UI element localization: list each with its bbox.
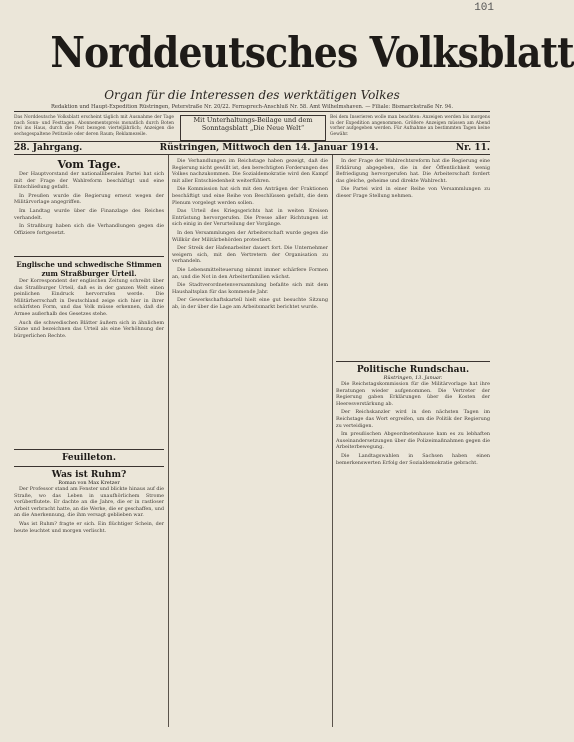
separator xyxy=(14,449,164,450)
column-2 xyxy=(172,158,328,728)
ruhm-text: Der Professor stand am Fenster und blickte hinaus auf die Straße, wo das Leben in unaufhörlichem Strome vorüberflutete. Er dachte an die Jahre, die er in rastloser Arbeit verbracht hatte, an die Werke, die er geschaffen, und an die Anerkennung, die ihm versagt geblieben war. Was ist Ruhm? fragte er sich. Ein flüchtiger Schein, der heute leuchtet und morgen verlischt. xyxy=(14,486,164,534)
politische-dateline: Rüstringen, 13. Januar. xyxy=(383,375,443,381)
newspaper-subtitle: Organ für die Interessen des werktätigen Volkes xyxy=(104,88,400,102)
feuilleton-heading: Feuilleton. xyxy=(62,453,116,463)
politische-heading: Politische Rundschau. xyxy=(356,365,470,375)
separator xyxy=(14,466,164,467)
supplement-box: Mit Unterhaltungs-Beilage und dem Sonntagsblatt „Die Neue Welt“ xyxy=(180,115,326,141)
publisher-line: Redaktion und Haupt-Expedition Rüstringen, Peterstraße Nr. 20/22. Fernsprech-Anschluß Nr. 58. Amt Wilhelmshaven. — Filiale: Bismarckstraße Nr. 94. xyxy=(50,104,454,110)
dateline-rule-bottom xyxy=(14,154,490,155)
subscription-info: Das Norddeutsche Volksblatt erscheint täglich mit Ausnahme der Tage nach Sonn- und Festtagen. Abonnementspreis monatlich durch Boten frei ins Haus, durch die Post bezogen vierteljährlich; Anzeigen die sechsgespaltene Petitzeile oder deren Raum; Reklamezeile. xyxy=(14,115,174,137)
vom-tage-heading: Vom Tage. xyxy=(57,158,121,171)
dateline-rule-top xyxy=(14,141,490,142)
vom-tage-text: Der Hauptvorstand der nationalliberalen Partei hat sich mit der Frage der Wahlreform beschäftigt und eine Entschließung gefaßt. In Preußen wurde die Regierung erneut wegen der Militärvorlage angegriffen. Im Landtag wurde über die Finanzlage des Reiches verhandelt. In Straßburg haben sich die Verhandlungen gegen die Offiziere fortgesetzt. xyxy=(14,171,164,236)
volume: 28. Jahrgang. xyxy=(14,143,83,153)
english-article-text: Der Korrespondent der englischen Zeitung schreibt über das Straßburger Urteil, daß es in der ganzen Welt einen peinlichen Eindruck hervorrufen werde. Die Militärherrschaft in Deutschland zeige sich hier in ihrer schärfsten Form, und das Volk müsse erkennen, daß die Armee außerhalb des Gesetzes stehe. Auch die schwedischen Blätter äußern sich in ähnlichem Sinne und bezeichnen das Urteil als eine Verhöhnung der bürgerlichen Rechte. xyxy=(14,278,164,339)
column-3-top-text: In der Frage der Wahlrechtsreform hat die Regierung eine Erklärung abgegeben, die in der Öffentlichkeit wenig Befriedigung hervorgerufen hat. Die Arbeiterschaft fordert das gleiche, geheime und direkte Wahlrecht. Die Partei wird in einer Reihe von Versammlungen zu dieser Frage Stellung nehmen. xyxy=(336,158,490,199)
column-1 xyxy=(14,158,164,728)
dateline xyxy=(14,143,490,153)
masthead xyxy=(28,18,574,88)
ruhm-author: Roman von Max Kretzer xyxy=(58,480,120,486)
column-2-text: Die Verhandlungen im Reichstage haben gezeigt, daß die Regierung nicht gewillt ist, den berechtigten Forderungen des Volkes nachzukommen. Die Sozialdemokratie wird den Kampf mit aller Entschiedenheit weiterführen. Die Kommission hat sich mit den Anträgen der Fraktionen beschäftigt und eine Reihe von Beschlüssen gefaßt, die dem Plenum vorgelegt werden sollen. Das Urteil des Kriegsgerichts hat in weiten Kreisen Entrüstung hervorgerufen. Die Presse aller Richtungen ist sich einig in der Verurteilung der Vorgänge. In den Versammlungen der Arbeiterschaft wurde gegen die Willkür der Militärbehörden protestiert. Der Streik der Hafenarbeiter dauert fort. Die Unternehmer weigern sich, mit den Vertretern der Organisation zu verhandeln. Die Lebensmittelteuerung nimmt immer schärfere Formen an, und die Not in den Arbeiterfamilien wächst. Die Stadtverordnetenversammlung befaßte sich mit dem Haushaltsplan für das kommende Jahr. Der Gewerkschaftskartell hielt eine gut besuchte Sitzung ab, in der über die Lage am Arbeitsmarkt berichtet wurde. xyxy=(172,158,328,310)
separator xyxy=(336,361,490,362)
advertising-info: Bei dem Inserieren wolle man beachten: Anzeigen werden bis morgens in der Expedition angenommen. Größere Anzeigen müssen am Abend vorher aufgegeben werden. Für Aufnahme an bestimmten Tagen keine Gewähr. xyxy=(330,115,490,137)
separator xyxy=(14,256,164,257)
column-rule-2 xyxy=(332,155,333,727)
page-number: 101 xyxy=(474,2,494,14)
ruhm-heading: Was ist Ruhm? xyxy=(51,470,127,480)
english-heading: Englische und schwedische Stimmen zum Straßburger Urteil. xyxy=(16,260,162,278)
issue-number: Nr. 11. xyxy=(455,143,490,153)
newspaper-title: Norddeutsches Volksblatt xyxy=(50,28,574,77)
column-rule-1 xyxy=(168,155,169,727)
politische-text: Die Reichstagskommission für die Militärvorlage hat ihre Beratungen wieder aufgenommen. Die Vertreter der Regierung gaben Erklärungen über die Kosten der Heeresverstärkung ab. Der Reichskanzler wird in den nächsten Tagen im Reichstage das Wort ergreifen, um die Politik der Regierung zu verteidigen. Im preußischen Abgeordnetenhause kam es zu lebhaften Auseinandersetzungen über die Polizeimaßnahmen gegen die Arbeiterbewegung. Die Landtagswahlen in Sachsen haben einen bemerkenswerten Erfolg der Sozialdemokratie gebracht. xyxy=(336,381,490,466)
column-3 xyxy=(336,158,490,728)
place-date: Rüstringen, Mittwoch den 14. Januar 1914. xyxy=(159,143,379,153)
masthead-rule xyxy=(14,111,490,112)
